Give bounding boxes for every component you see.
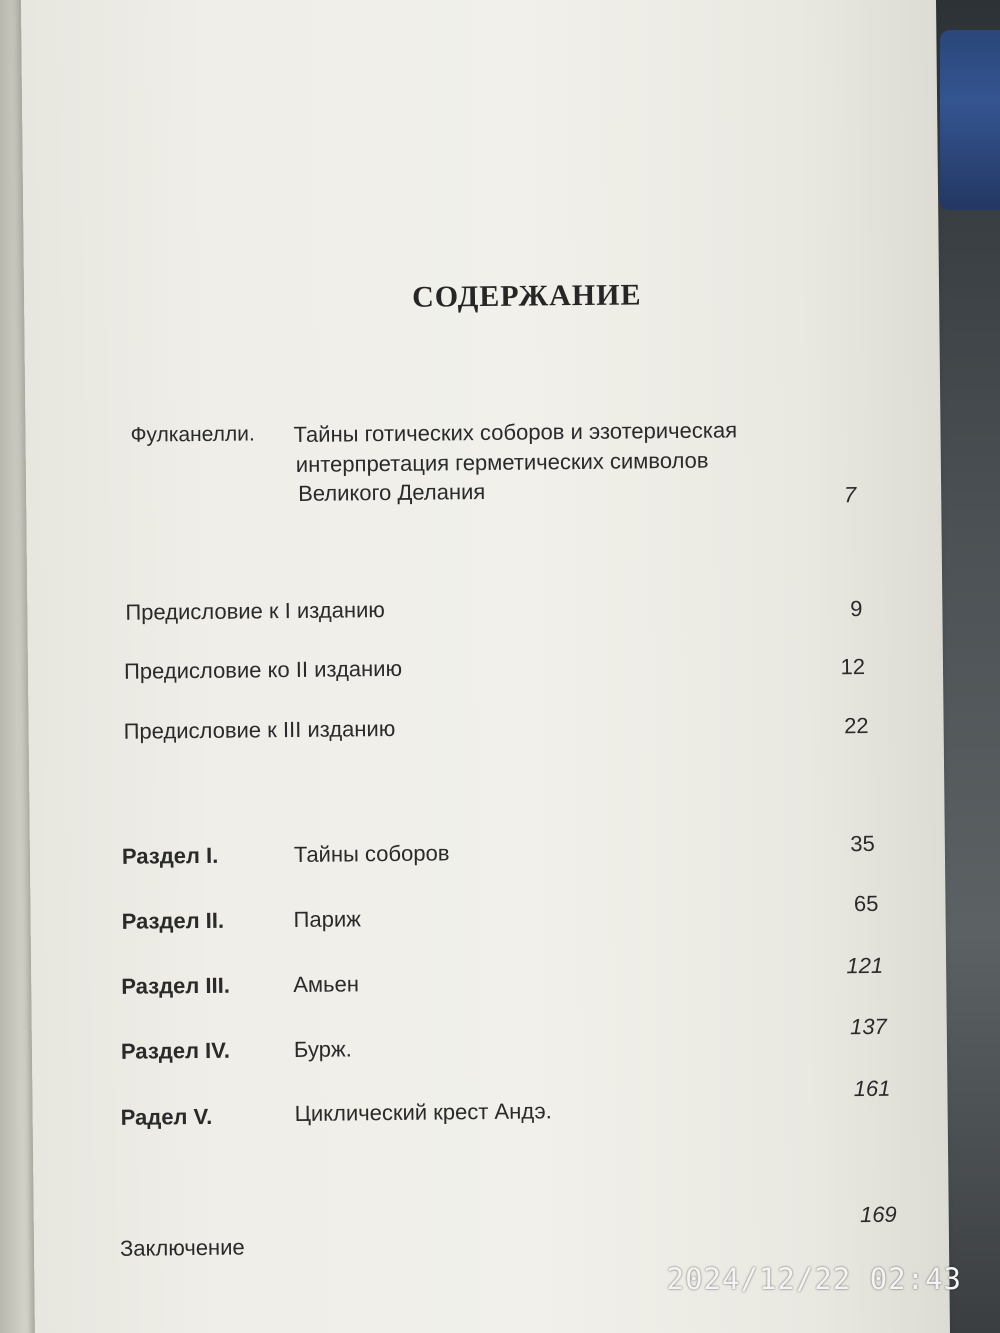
section-4-label: Раздел IV.: [120, 1037, 231, 1064]
section-4-title: Бурж.: [293, 1036, 352, 1063]
section-2-title: Париж: [293, 906, 362, 933]
section-1-label: Раздел I.: [121, 842, 219, 869]
section-4-page: 137: [849, 1013, 887, 1040]
background-blue-object: [940, 30, 1000, 210]
book-page: [21, 0, 950, 1333]
section-1-page: 35: [850, 830, 875, 857]
main-entry-line-2: интерпретация герметических символов: [295, 447, 709, 477]
toc-title: СОДЕРЖАНИЕ: [411, 278, 642, 314]
preface-1-label: Предисловие к I изданию: [125, 597, 385, 625]
main-entry-line-3: Великого Делания: [298, 478, 486, 506]
preface-1-page: 9: [849, 596, 863, 622]
section-3-label: Раздел III.: [121, 972, 230, 999]
section-3-title: Амьен: [293, 971, 360, 998]
preface-3-page: 22: [843, 712, 869, 739]
section-5-label: Радел V.: [120, 1103, 213, 1130]
preface-2-page: 12: [840, 654, 866, 680]
preface-3-label: Предисловие к III изданию: [123, 715, 396, 744]
section-3-page: 121: [846, 952, 884, 979]
photo-timestamp: 2024/12/22 02:43: [666, 1262, 962, 1296]
section-2-label: Раздел II.: [121, 907, 225, 934]
conclusion-page: 169: [859, 1201, 897, 1228]
preface-2-label: Предисловие ко II изданию: [123, 655, 403, 684]
main-entry-line-1: Тайны готических соборов и эзотерическая: [293, 417, 738, 447]
section-5-page: 161: [853, 1075, 891, 1102]
main-entry-page: 7: [843, 482, 857, 508]
section-5-title: Циклический крест Андэ.: [294, 1098, 552, 1127]
conclusion-label: Заключение: [119, 1234, 245, 1261]
section-2-page: 65: [853, 890, 879, 917]
section-1-title: Тайны соборов: [293, 840, 450, 868]
author-prefix: Фулканелли.: [130, 422, 255, 447]
